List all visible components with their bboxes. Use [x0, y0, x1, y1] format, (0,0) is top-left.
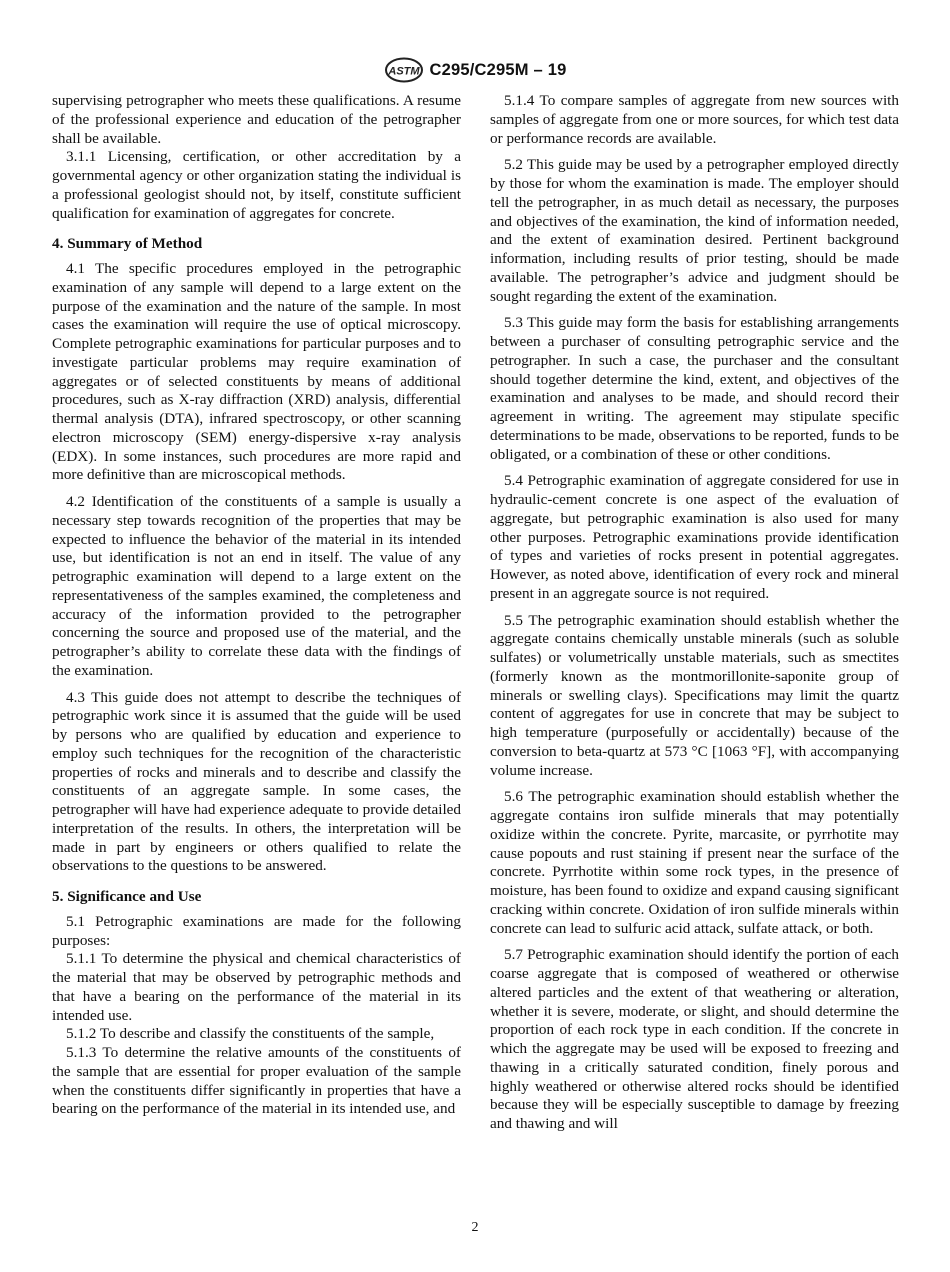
astm-logo-icon	[384, 57, 424, 83]
paragraph-5-1-3: 5.1.3 To determine the relative amounts of the constituents of the sample that are essential for proper evaluation of the sample when the constituents differ significantly in properties that have a bearing on the performance of the material in its intended use, and	[52, 1044, 461, 1118]
paragraph-5-3: 5.3 This guide may form the basis for establishing arrangements between a purchaser of consulting petrographic service and the petrographer. In such a case, the purchaser and the consultant should together determine the kind, extent, and objectives of the examination and analyses to be made, and should record their agreement in writing. The agreement may stipulate specific determinations to be made, observations to be reported, funds to be obligated, or a combination of these or other conditions.	[490, 314, 899, 463]
right-column	[490, 92, 899, 1134]
paragraph-4-1: 4.1 The specific procedures employed in the petrographic examination of any sample will depend to a large extent on the purpose of the examination and the nature of the sample. In most cases the examination will require the use of optical microscopy. Complete petrographic examinations for particular purposes and to investigate particular problems may require examination of aggregates or of selected constituents by means of additional procedures, such as X-ray diffraction (XRD) analysis, differential thermal analysis (DTA), infrared spectroscopy, or other scanning electron microscopy (SEM) energy-dispersive x-ray analysis (EDX). In some instances, such procedures are more rapid and more definitive than are microscopical methods.	[52, 260, 461, 484]
paragraph-5-4: 5.4 Petrographic examination of aggregate considered for use in hydraulic-cement concrete is one aspect of the evaluation of aggregate, but petrographic examination is also used for many other purposes. Petrographic examinations provide identification of types and varieties of rocks present in potential aggregates. However, as noted above, identification of every rock and mineral present in an aggregate source is not required.	[490, 472, 899, 602]
paragraph-5-2: 5.2 This guide may be used by a petrographer employed directly by those for whom the examination is made. The employer should tell the petrographer, in as much detail as necessary, the purposes and objectives of the examination, the kind of information needed, and the extent of examination desired. Pertinent background information, including results of prior testing, should be made available. The petrographer’s advice and judgment should be sought regarding the extent of the examination.	[490, 156, 899, 305]
section-5-heading: 5. Significance and Use	[52, 888, 202, 905]
paragraph-4-2: 4.2 Identification of the constituents of a sample is usually a necessary step towards recognition of the properties that may be expected to influence the behavior of the material in its intended use, but identification is not an end in itself. The value of any petrographic examination will depend to a large extent on the representativeness of the samples examined, the completeness and accuracy of the information provided to the petrographer concerning the source and proposed use of the material, and the petrographer’s ability to correlate these data with the findings of the examination.	[52, 493, 461, 679]
paragraph-5-1-2: 5.1.2 To describe and classify the constituents of the sample,	[66, 1025, 435, 1043]
paragraph-3-1-1: 3.1.1 Licensing, certification, or other accreditation by a governmental agency or other organization stating the individual is a professional geologist should not, by itself, constitute sufficient qualification for examination of aggregates for concrete.	[52, 148, 461, 222]
section-4-heading: 4. Summary of Method	[52, 235, 203, 253]
standard-designation: C295/C295M – 19	[429, 60, 567, 79]
paragraph-5-7: 5.7 Petrographic examination should identify the portion of each coarse aggregate that is composed of weathered or otherwise altered particles and the extent of that weathering or alteration, whether it is severe, moderate, or slight, and should determine the proportion of each rock type in each condition. If the concrete in which the aggregate may be used will be exposed to freezing and thawing in a critically saturated condition, finely porous and highly weathered or otherwise altered rocks should be identified because they will be especially susceptible to damage by freezing and thawing and will	[490, 946, 899, 1132]
paragraph-5-1-1: 5.1.1 To determine the physical and chemical characteristics of the material that may be observed by petrographic methods and that have a bearing on the performance of the material in its intended use.	[52, 950, 461, 1024]
page-header	[0, 56, 950, 84]
paragraph-5-6: 5.6 The petrographic examination should establish whether the aggregate contains iron sulfide minerals that may potentially oxidize within the concrete. Pyrite, marcasite, or pyrrhotite may cause popouts and rust staining if present near the surface of the concrete. Pyrrhotite within some rock types, in the presence of moisture, has been found to oxidize and expand causing significant cracking within concrete. Oxidation of iron sulfide minerals within concrete can lead to sulfuric acid attack, sulfate attack, or both.	[490, 788, 899, 937]
svg-text:ASTM: ASTM	[387, 65, 420, 78]
paragraph-5-1-4: 5.1.4 To compare samples of aggregate from new sources with samples of aggregate from one or more sources, for which test data or performance records are available.	[490, 92, 899, 147]
paragraph-5-1: 5.1 Petrographic examinations are made for the following purposes:	[52, 912, 461, 949]
left-column	[52, 92, 461, 1119]
paragraph-5-5: 5.5 The petrographic examination should establish whether the aggregate contains chemically unstable minerals (such as soluble sulfates) or volumetrically unstable materials, such as smectites (formerly known as the montmorillonite-saponite group of minerals or swelling clays). Specifications may limit the quartz content of aggregates for use in concrete that may be subject to high temperature (purposefully or accidentally) because of the conversion to beta-quartz at 573 °C [1063 °F], with accompanying volume increase.	[490, 611, 899, 779]
paragraph-4-3: 4.3 This guide does not attempt to describe the techniques of petrographic work since it is assumed that the guide will be used by persons who are qualified by education and experience to employ such techniques for the recognition of the characteristic properties of rocks and minerals and to describe and classify the constituents of an aggregate sample. In some cases, the petrographer will have had experience adequate to provide detailed interpretation of the results. In others, the interpretation will be made in part by engineers or others qualified to relate the observations to the questions to be answered.	[52, 688, 461, 875]
page-number: 2	[471, 1220, 479, 1235]
paragraph-3-1-continued: supervising petrographer who meets these qualifications. A resume of the professional experience and education of the petrographer shall be available.	[52, 92, 461, 147]
